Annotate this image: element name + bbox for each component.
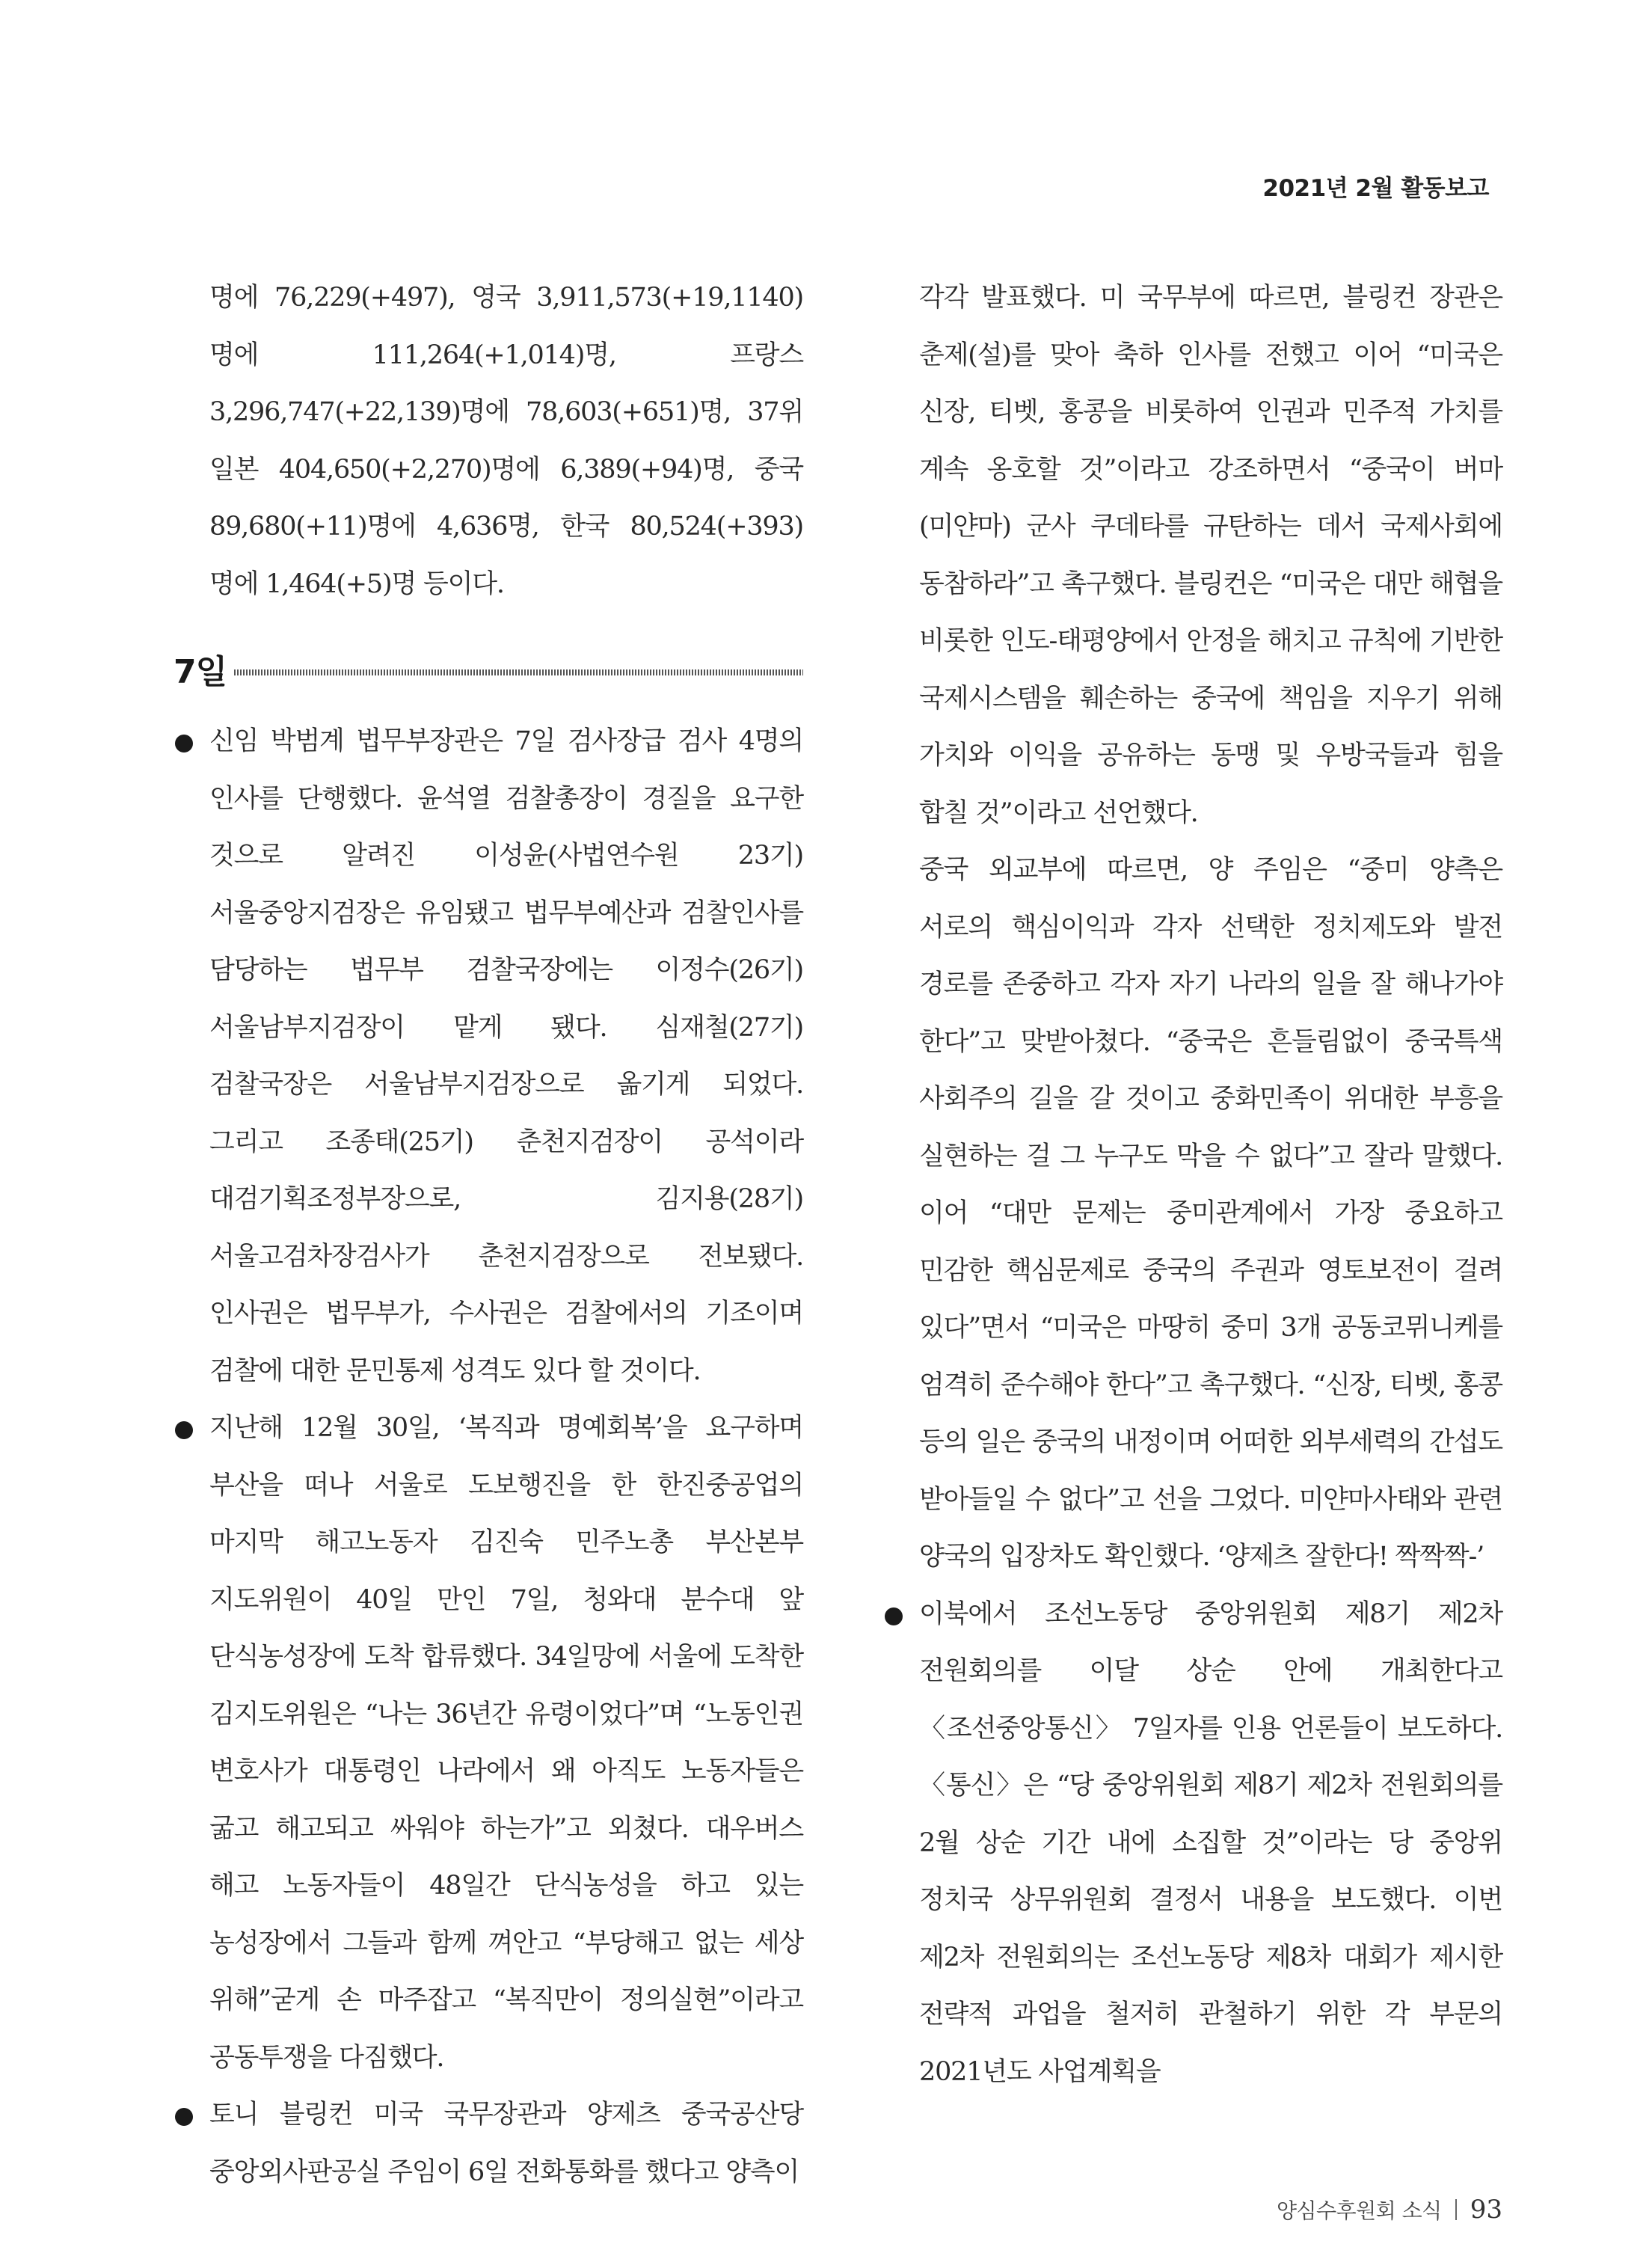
page-footer	[1277, 2195, 1502, 2225]
section-heading	[174, 649, 803, 689]
left-column	[174, 269, 803, 2201]
publication-name: 양심수후원회 소식	[1276, 2198, 1442, 2223]
section-label: 7일	[174, 653, 227, 691]
bullet-text: 신임 박범계 법무부장관은 7일 검사장급 검사 4명의 인사를 단행했다. 윤석열 검찰총장이 경질을 요구한 것으로 알려진 이성윤(사법연수원 23기) 서울중앙지검장은 유임됐고 법무부예산과 검찰인사를 담당하는 법무부 검찰국장에는 이정수(26기) 서울남부지검장이 맡게 됐다. 심재철(27기) 검찰국장은 서울남부지검장으로 옮기게 되었다. 그리고 조종태(25기) 춘천지검장이 공석이라 대검기획조정부장으로, 김지용(28기) 서울고검차장검사가 춘천지검장으로 전보됐다. 인사권은 법무부가, 수사권은 검찰에서의 기조이며 검찰에 대한 문민통제 성격도 있다 할 것이다.	[209, 726, 803, 1386]
bullet-dot-icon	[175, 1421, 193, 1439]
bullet-item	[174, 713, 803, 1400]
bullet-text: 이북에서 조선노동당 중앙위원회 제8기 제2차 전원회의를 이달 상순 안에 개최한다고 〈조선중앙통신〉 7일자를 인용 언론들이 보도하다. 〈통신〉은 “당 중앙위원회 제8기 제2차 전원회의를 2월 상순 기간 내에 소집할 것”이라는 당 중앙위 정치국 상무위원회 결정서 내용을 보도했다. 이번 제2차 전원회의는 조선노동당 제8차 대회가 제시한 전략적 과업을 철저히 관철하기 위한 각 부문의 2021년도 사업계획을	[919, 1599, 1502, 2087]
bullet-dot-icon	[175, 735, 193, 753]
bullet-dot-icon	[885, 1607, 903, 1625]
right-column	[883, 269, 1502, 2100]
intro-paragraph: 명에 76,229(+497), 영국 3,911,573(+19,1140)명에 111,264(+1,014)명, 프랑스 3,296,747(+22,139)명에 78,603(+651)명, 37위 일본 404,650(+2,270)명에 6,389(+94)명, 중국 89,680(+11)명에 4,636명, 한국 80,524(+393)명에 1,464(+5)명 등이다.	[209, 283, 803, 599]
bullet-item	[174, 1400, 803, 2086]
bullet-dot-icon	[175, 2108, 193, 2126]
section-rule	[234, 669, 803, 675]
paragraph: 중국 외교부에 따르면, 양 주임은 “중미 양측은 서로의 핵심이익과 각자 선택한 정치제도와 발전 경로를 존중하고 각자 자기 나라의 일을 잘 해나가야 한다”고 맞받아쳤다. “중국은 흔들림없이 중국특색 사회주의 길을 갈 것이고 중화민족이 위대한 부흥을 실현하는 걸 그 누구도 막을 수 없다”고 잘라 말했다. 이어 “대만 문제는 중미관계에서 가장 중요하고 민감한 핵심문제로 중국의 주권과 영토보전이 걸려 있다”면서 “미국은 마땅히 중미 3개 공동코뮈니케를 엄격히 준수해야 한다”고 촉구했다. “신장, 티벳, 홍콩 등의 일은 중국의 내정이며 어떠한 외부세력의 간섭도 받아들일 수 없다”고 선을 그었다. 미얀마사태와 관련 양국의 입장차도 확인했다. ‘양제츠 잘한다! 짝짝짝-’	[919, 855, 1502, 1572]
footer-separator	[1455, 2199, 1457, 2220]
page-number: 93	[1470, 2195, 1502, 2225]
continued-paragraph: 각각 발표했다. 미 국무부에 따르면, 블링컨 장관은 춘제(설)를 맞아 축하 인사를 전했고 이어 “미국은 신장, 티벳, 홍콩을 비롯하여 인권과 민주적 가치를 계속 옹호할 것”이라고 강조하면서 “중국이 버마(미얀마) 군사 쿠데타를 규탄하는 데서 국제사회에 동참하라”고 촉구했다. 블링컨은 “미국은 대만 해협을 비롯한 인도-태평양에서 안정을 해치고 규칙에 기반한 국제시스템을 훼손하는 중국에 책임을 지우기 위해 가치와 이익을 공유하는 동맹 및 우방국들과 힘을 합칠 것”이라고 선언했다.	[919, 283, 1502, 828]
header-title: 2021년 2월 활동보고	[1262, 175, 1489, 202]
bullet-text: 토니 블링컨 미국 국무장관과 양제츠 중국공산당 중앙외사판공실 주임이 6일 전화통화를 했다고 양측이	[209, 2100, 803, 2187]
bullet-item	[883, 1586, 1502, 2101]
bullet-item	[174, 2086, 803, 2201]
bullet-text: 지난해 12월 30일, ‘복직과 명예회복’을 요구하며 부산을 떠나 서울로 도보행진을 한 한진중공업의 마지막 해고노동자 김진숙 민주노총 부산본부 지도위원이 40일 만인 7일, 청와대 분수대 앞 단식농성장에 도착 합류했다. 34일망에 서울에 도착한 김지도위원은 “나는 36년간 유령이었다”며 “노동인권 변호사가 대통령인 나라에서 왜 아직도 노동자들은 굶고 해고되고 싸워야 하는가”고 외쳤다. 대우버스 해고 노동자들이 48일간 단식농성을 하고 있는 농성장에서 그들과 함께 껴안고 “부당해고 없는 세상 위해”굳게 손 마주잡고 “복직만이 정의실현”이라고 공동투쟁을 다짐했다.	[209, 1413, 803, 2073]
